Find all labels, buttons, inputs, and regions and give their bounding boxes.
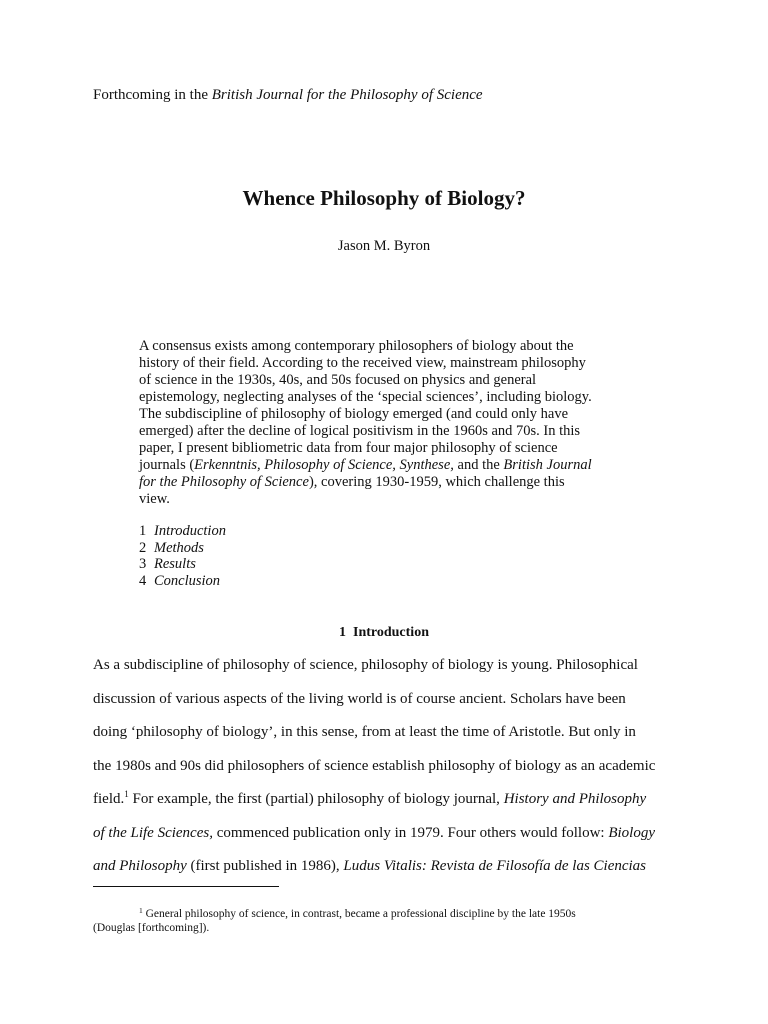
paper-title: Whence Philosophy of Biology? <box>242 186 526 210</box>
author-name: Jason M. Byron <box>337 238 431 254</box>
toc-number: 2 <box>139 539 147 556</box>
journal-name: and Philosophy <box>93 858 187 874</box>
toc-item-methods[interactable] <box>139 540 226 557</box>
body-line: and Philosophy (first published in 1986), Ludus Vitalis: Revista de Filosofía de las Ciencias <box>93 858 647 874</box>
footnote-reference[interactable]: 1 <box>124 789 129 799</box>
abstract-line: A consensus exists among contemporary philosophers of biology about the <box>139 338 574 354</box>
journal-name: Biology <box>608 824 655 841</box>
publication-note: Forthcoming in the British Journal for the Philosophy of Science <box>93 87 483 103</box>
abstract-line: epistemology, neglecting analyses of the ‘special sciences’, including biology. <box>139 389 592 405</box>
footnote-line: (Douglas [forthcoming]). <box>93 922 210 934</box>
abstract-line: view. <box>139 491 170 507</box>
abstract-line: journals (Erkenntnis, Philosophy of Science, Synthese, and the British Journal <box>139 457 592 473</box>
journal-name: of the Life Sciences, <box>93 824 213 841</box>
abstract-line: for the Philosophy of Science), covering 1930-1959, which challenge this <box>139 474 565 490</box>
abstract <box>139 338 639 508</box>
abstract-line: of science in the 1930s, 40s, and 50s focused on physics and general <box>139 372 537 388</box>
body-line: the 1980s and 90s did philosophers of science establish philosophy of biology as an academic <box>93 757 656 774</box>
journal-name: British Journal for the Philosophy of Science <box>211 87 483 103</box>
toc-label: Introduction <box>154 523 226 539</box>
table-of-contents <box>139 523 226 589</box>
toc-number: 3 <box>139 556 147 572</box>
toc-number: 4 <box>139 572 147 589</box>
footnote <box>93 907 576 935</box>
toc-label: Methods <box>154 539 204 556</box>
body-line: field.$^1$ For example, the first (partial) philosophy of biology journal, History and Philosophy <box>93 789 647 807</box>
abstract-line: paper, I present bibliometric data from four major philosophy of science <box>139 440 558 456</box>
section-heading-introduction: 1 Introduction <box>339 625 429 640</box>
abstract-line: history of their field. According to the received view, mainstream philosophy <box>139 355 586 371</box>
abstract-line: emerged) after the decline of logical positivism in the 1960s and 70s. In this <box>139 423 581 439</box>
toc-label: Conclusion <box>154 572 221 589</box>
body-line: discussion of various aspects of the living world is of course ancient. Scholars have been <box>93 690 626 707</box>
footnote-line: $^1$ General philosophy of science, in contrast, became a professional discipline by the late 1950s <box>139 906 576 920</box>
journal-name: Ludus Vitalis: Revista de Filosofía de las Ciencias <box>343 858 647 874</box>
toc-item-conclusion[interactable] <box>139 573 226 590</box>
abstract-line: The subdiscipline of philosophy of biology emerged (and could only have <box>139 406 569 422</box>
footnote-marker: 1 <box>139 906 143 915</box>
journal-name-bjps: British Journal <box>503 457 592 473</box>
toc-label: Results <box>154 556 196 572</box>
journal-names: Erkenntnis, Philosophy of Science, Synthese, <box>194 457 454 473</box>
footnote-divider <box>93 886 279 887</box>
toc-item-introduction[interactable] <box>139 523 226 540</box>
body-text <box>93 656 678 891</box>
toc-item-results[interactable] <box>139 556 226 573</box>
body-line: As a subdiscipline of philosophy of science, philosophy of biology is young. Philosophical <box>93 657 638 673</box>
journal-name: History and Philosophy <box>503 791 647 807</box>
journal-name-bjps: for the Philosophy of Science <box>139 474 309 490</box>
body-line: doing ‘philosophy of biology’, in this sense, from at least the time of Aristotle. But only in <box>93 724 636 740</box>
toc-number: 1 <box>139 523 147 539</box>
body-line: of the Life Sciences, commenced publication only in 1979. Four others would follow: Biology <box>93 824 655 841</box>
